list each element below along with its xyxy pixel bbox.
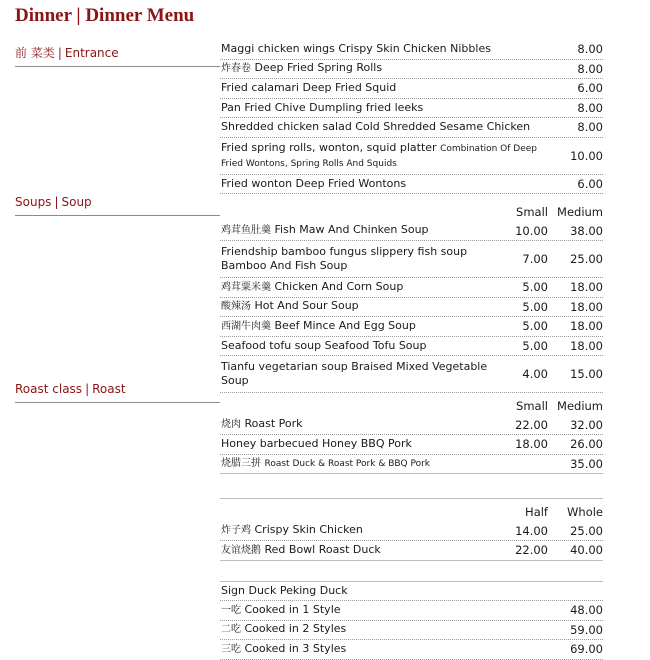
item-price-small: 5.00 bbox=[522, 338, 548, 353]
menu-item bbox=[220, 138, 603, 175]
section-label-soups bbox=[15, 195, 220, 216]
item-price-small: 4.00 bbox=[522, 367, 548, 381]
menu-item bbox=[220, 118, 603, 138]
item-price-medium: 25.00 bbox=[570, 252, 603, 266]
item-name: Fried spring rolls, wonton, squid platter bbox=[221, 140, 437, 154]
menu-item bbox=[220, 175, 603, 195]
menu-item bbox=[220, 541, 603, 561]
item-price: 59.00 bbox=[570, 622, 603, 637]
item-name-cn: 炸春卷 bbox=[221, 63, 251, 75]
menu-item bbox=[220, 241, 603, 278]
section-separator: | bbox=[57, 46, 62, 60]
section-label-entrance bbox=[15, 46, 220, 67]
item-price: 48.00 bbox=[570, 603, 603, 618]
item-name: Cooked in 3 Styles bbox=[244, 641, 347, 655]
item-price-medium: 38.00 bbox=[570, 223, 603, 238]
item-price-medium: 18.00 bbox=[570, 280, 603, 295]
menu-item bbox=[220, 298, 603, 318]
menu-item bbox=[220, 278, 603, 298]
item-price: 69.00 bbox=[570, 642, 603, 657]
item-price: 8.00 bbox=[577, 100, 603, 115]
header-col2: Whole bbox=[567, 505, 603, 520]
menu-item bbox=[220, 222, 603, 242]
item-name-cn: 鸡茸粟米羹 bbox=[221, 281, 271, 293]
item-name: Sign Duck Peking Duck bbox=[221, 583, 348, 597]
section-label-roast bbox=[15, 382, 220, 403]
spacer bbox=[220, 561, 603, 581]
item-price-whole: 25.00 bbox=[570, 523, 603, 538]
item-price-small: 5.00 bbox=[522, 280, 548, 295]
item-price: 6.00 bbox=[577, 176, 603, 191]
item-name: Seafood tofu soup Seafood Tofu Soup bbox=[221, 338, 427, 352]
section-separator: | bbox=[54, 195, 59, 209]
section-label-en: Roast bbox=[92, 382, 126, 396]
item-name: Fried wonton Deep Fried Wontons bbox=[221, 176, 407, 190]
price-header bbox=[220, 397, 603, 416]
header-col1: Half bbox=[525, 505, 548, 520]
section-label-en: Soup bbox=[61, 195, 92, 209]
menu-item bbox=[220, 60, 603, 80]
menu-item bbox=[220, 416, 603, 436]
item-name: Beef Mince And Egg Soup bbox=[274, 318, 416, 332]
item-price-medium: 26.00 bbox=[570, 437, 603, 452]
item-price-medium: 18.00 bbox=[570, 319, 603, 334]
item-price-medium: 15.00 bbox=[570, 367, 603, 381]
item-name: Cooked in 2 Styles bbox=[244, 622, 347, 636]
item-name: Roast Pork bbox=[244, 417, 303, 431]
item-name-cn: 酸辣汤 bbox=[221, 301, 251, 313]
item-price-small: 5.00 bbox=[522, 319, 548, 334]
item-price-half: 14.00 bbox=[515, 523, 548, 538]
menu-item bbox=[220, 522, 603, 542]
item-price-small: 10.00 bbox=[515, 223, 548, 238]
item-name: Friendship bamboo fungus slippery fish soup Bamboo And Fish Soup bbox=[221, 245, 468, 272]
item-price-small: 7.00 bbox=[522, 252, 548, 266]
divider bbox=[220, 498, 603, 499]
item-name: Maggi chicken wings Crispy Skin Chicken Nibbles bbox=[221, 42, 491, 56]
menu-item bbox=[220, 455, 603, 475]
menu-item bbox=[220, 435, 603, 455]
price-header bbox=[220, 503, 603, 522]
item-price: 8.00 bbox=[577, 42, 603, 57]
menu-item bbox=[220, 601, 603, 621]
item-price: 8.00 bbox=[577, 61, 603, 76]
item-name: Crispy Skin Chicken bbox=[254, 523, 363, 537]
menu-item bbox=[220, 621, 603, 641]
item-name: Cooked in 1 Style bbox=[244, 602, 341, 616]
item-price: 10.00 bbox=[570, 148, 603, 163]
header-col1: Small bbox=[516, 205, 548, 220]
item-price-medium: 18.00 bbox=[570, 299, 603, 314]
item-name: Deep Fried Spring Rolls bbox=[254, 61, 383, 75]
item-name-cn: 三吃 bbox=[221, 643, 241, 655]
item-price-medium: 18.00 bbox=[570, 338, 603, 353]
item-price-small: 5.00 bbox=[522, 299, 548, 314]
section-label-cn: 前 菜类 bbox=[15, 46, 55, 60]
item-price-whole: 40.00 bbox=[570, 543, 603, 558]
item-name-cn: 西湖牛肉羹 bbox=[221, 320, 271, 332]
item-price-medium: 35.00 bbox=[570, 456, 603, 471]
item-name: Pan Fried Chive Dumpling fried leeks bbox=[221, 100, 424, 114]
item-name-cn: 二吃 bbox=[221, 624, 241, 636]
item-description: Roast Duck & Roast Pork & BBQ Pork bbox=[264, 459, 431, 470]
page-title: Dinner | Dinner Menu bbox=[15, 5, 195, 26]
item-name: Fried calamari Deep Fried Squid bbox=[221, 81, 397, 95]
menu-item bbox=[220, 640, 603, 660]
item-price-small: 18.00 bbox=[515, 437, 548, 452]
item-name-cn: 一吃 bbox=[221, 604, 241, 616]
section-label-cn: Soups bbox=[15, 195, 52, 209]
item-name-cn: 鸡茸鱼肚羹 bbox=[221, 225, 271, 237]
section-label-cn: Roast class bbox=[15, 382, 83, 396]
item-name-cn: 炸子鸡 bbox=[221, 525, 251, 537]
section-label-en: Entrance bbox=[64, 46, 119, 60]
price-header bbox=[220, 203, 603, 222]
menu-item bbox=[220, 79, 603, 99]
item-name-cn: 友谊烧鹅 bbox=[221, 544, 261, 556]
menu-list bbox=[220, 40, 603, 660]
header-col2: Medium bbox=[557, 205, 603, 220]
item-name-cn: 烧腊三拼 bbox=[221, 458, 261, 470]
item-name: Hot And Sour Soup bbox=[254, 299, 359, 313]
item-price: 8.00 bbox=[577, 120, 603, 135]
item-price-medium: 32.00 bbox=[570, 417, 603, 432]
item-price: 6.00 bbox=[577, 81, 603, 96]
item-name: Honey barbecued Honey BBQ Pork bbox=[221, 437, 412, 451]
header-col1: Small bbox=[516, 399, 548, 414]
peking-duck-header bbox=[220, 582, 603, 602]
menu-item bbox=[220, 40, 603, 60]
item-name: Fish Maw And Chinken Soup bbox=[274, 223, 429, 237]
item-price-small: 22.00 bbox=[515, 417, 548, 432]
item-name: Chicken And Corn Soup bbox=[274, 279, 404, 293]
item-name-cn: 烧肉 bbox=[221, 419, 241, 431]
item-price-half: 22.00 bbox=[515, 543, 548, 558]
spacer bbox=[220, 474, 603, 498]
menu-item bbox=[220, 356, 603, 393]
menu-item bbox=[220, 99, 603, 119]
header-col2: Medium bbox=[557, 399, 603, 414]
menu-item bbox=[220, 337, 603, 357]
menu-item bbox=[220, 317, 603, 337]
section-separator: | bbox=[85, 382, 90, 396]
item-description: Combination Of Deep Fried Wontons, Spring Rolls And Squids bbox=[221, 143, 537, 169]
item-name: Red Bowl Roast Duck bbox=[264, 542, 381, 556]
item-name: Shredded chicken salad Cold Shredded Sesame Chicken bbox=[221, 120, 531, 134]
item-name: Tianfu vegetarian soup Braised Mixed Vegetable Soup bbox=[221, 360, 488, 387]
